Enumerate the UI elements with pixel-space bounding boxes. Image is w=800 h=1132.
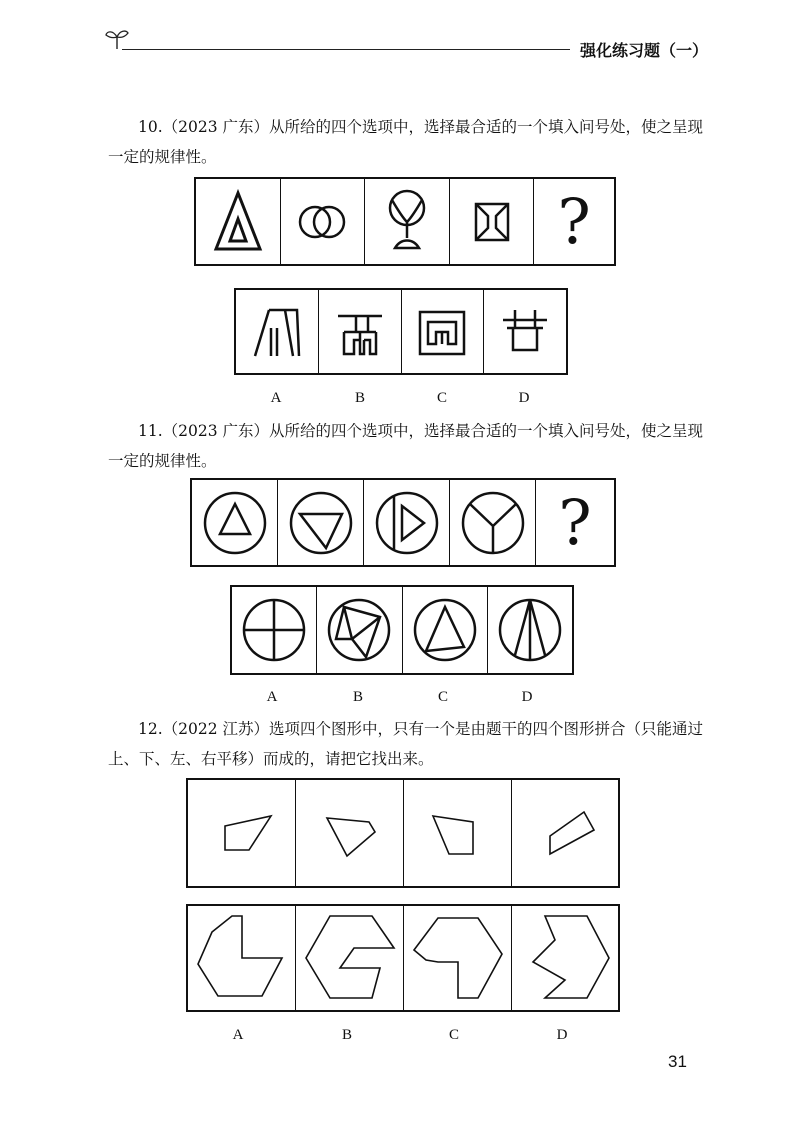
q11-stem-row [190, 478, 616, 567]
q11-option-c-figure[interactable] [402, 587, 487, 673]
q12-option-d-figure[interactable] [511, 906, 617, 1010]
q12-option-d-label[interactable]: D [556, 1027, 568, 1043]
q10-option-a-label[interactable]: A [270, 390, 282, 406]
q10-stem-figure-2 [280, 179, 365, 264]
q10-option-c-label[interactable]: C [436, 390, 447, 406]
q10-stem-figure-4 [449, 179, 534, 264]
question-mark: ? [557, 184, 591, 258]
sprout-icon [104, 28, 130, 50]
q12-option-c-label[interactable]: C [448, 1027, 459, 1043]
q11-option-d-label[interactable]: D [521, 689, 533, 705]
q12-option-c-figure[interactable] [403, 906, 511, 1010]
q12-stem-row [186, 778, 620, 888]
q11-option-a-figure[interactable] [232, 587, 316, 673]
q12-option-b-figure[interactable] [295, 906, 403, 1010]
q11-option-b-label[interactable]: B [352, 689, 363, 705]
question-10-text: 10.（2023 广东）从所给的四个选项中，选择最合适的一个填入问号处，使之呈现一定的规律性。 [108, 118, 704, 166]
q11-question-cell [535, 480, 614, 565]
q12-options-row [186, 904, 620, 1012]
page-header-title: 强化练习题（一） [580, 41, 709, 60]
q12-stem-figure-2 [295, 780, 403, 886]
q10-option-d-label[interactable]: D [518, 390, 530, 406]
q10-option-c-figure[interactable] [401, 290, 484, 373]
q12-option-a-figure[interactable] [188, 906, 295, 1010]
q11-stem-figure-4 [449, 480, 535, 565]
q11-option-c-label[interactable]: C [437, 689, 448, 705]
q10-stem-figure-3 [364, 179, 449, 264]
q11-stem-figure-3 [363, 480, 449, 565]
q12-stem-figure-3 [403, 780, 511, 886]
q10-option-b-figure[interactable] [318, 290, 401, 373]
q11-option-a-label[interactable]: A [266, 689, 278, 705]
q10-option-b-label[interactable]: B [354, 390, 365, 406]
q11-option-d-figure[interactable] [487, 587, 572, 673]
q12-option-b-label[interactable]: B [341, 1027, 352, 1043]
header-rule [122, 49, 570, 50]
q10-stem-figure-1 [196, 179, 280, 264]
q11-option-b-figure[interactable] [316, 587, 401, 673]
q11-stem-figure-1 [192, 480, 277, 565]
q12-stem-figure-1 [188, 780, 295, 886]
q11-stem-figure-2 [277, 480, 363, 565]
q12-option-a-label[interactable]: A [232, 1027, 244, 1043]
q10-stem-row [194, 177, 616, 266]
q12-stem-figure-4 [511, 780, 617, 886]
page-number: 31 [668, 1052, 687, 1071]
q10-question-cell [533, 179, 614, 264]
q11-options-row [230, 585, 574, 675]
q10-options-row [234, 288, 568, 375]
question-mark: ? [558, 485, 592, 559]
q10-option-d-figure[interactable] [483, 290, 566, 373]
question-11-text: 11.（2023 广东）从所给的四个选项中，选择最合适的一个填入问号处，使之呈现一定的规律性。 [108, 422, 704, 470]
q10-option-a-figure[interactable] [236, 290, 318, 373]
question-12-text: 12.（2022 江苏）选项四个图形中，只有一个是由题干的四个图形拼合（只能通过上、下、左、右平移）而成的，请把它找出来。 [108, 720, 704, 768]
